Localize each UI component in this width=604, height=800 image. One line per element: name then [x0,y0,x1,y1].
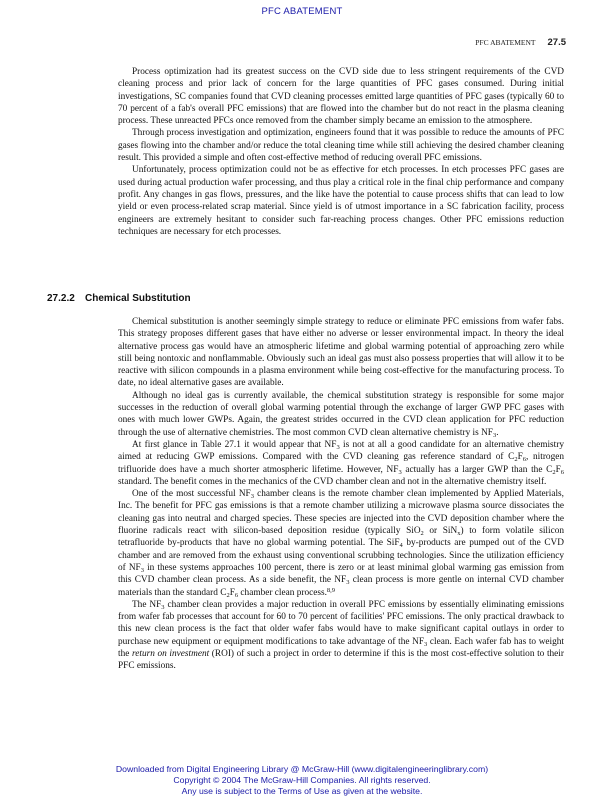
paragraph: Chemical substitution is another seemingly simple strategy to reduce or eliminate PFC emissions from wafer fabs. This strategy proposes different gases that have either no adverse or lesser environmental impact. In theory the ideal alternative process gas would have an atmospheric lifetime and global warming potential of approaching zero while still being nontoxic and nonflammable. Obviously such an ideal gas must also possess properties that will allow it to be reactive with silicon compounds in a plasma environment while being cost-effective for the manufacturing process. To date, no ideal alternative gases are available. [118,317,564,389]
paragraph: One of the most successful $NF_3$ chamber cleans is the remote chamber clean implemented by Applied Materials, Inc. The benefit for PFC gas emissions is that a remote chamber utilizing a microwave plasma source dissociates the cleaning gas into neutral and charged species. These species are injected into the CVD deposition chamber where the fluorine radicals react with silicon-based deposition residue (typically SiO$_2$ or SiN$_x$) to form volatile silicon tetrafluoride by-products that have no global warming potential. The SiF$_4$ by-products are pumped out of the CVD chamber and are removed from the exhaust using conventional scrubbing technologies. Since the utilization efficiency of $NF_3$ in these systems approaches 100 percent, there is zero or at least minimal global warming gas emission from this CVD chamber clean process. As a side benefit, the $NF_3$ clean process is more gentle on internal CVD chamber materials than the standard $C_2F_6$ chamber clean process.$^{8,9}$ [118,489,564,599]
section-heading [47,293,567,304]
top-banner-title: PFC ABATEMENT [261,6,343,17]
paragraph: Although no ideal gas is currently available, the chemical substitution strategy is responsible for some major successes in the reduction of overall global warming potential through the exchange of larger GWP PFC gases with ones with much lower GWPs. Again, the greatest strides occurred in the CVD clean application for PFC reduction through the use of alternative chemistries. The most common CVD clean alternative chemistry is $NF_3$. [118,390,564,439]
footer-copyright: Copyright © 2004 The McGraw-Hill Companies. All rights reserved. [173,775,431,785]
running-head-title: PFC ABATEMENT [475,38,536,47]
page-number: 27.5 [547,37,566,48]
citation-superscript: 8,9 [326,586,336,594]
intro-text-block [118,66,564,238]
paragraph: The $NF_3$ chamber clean provides a major reduction in overall PFC emissions by essentially eliminating emissions from wafer fab processes that account for 60 to 70 percent of facilities' PFC emissions. The only practical drawback to this new clean process is the fact that older wafer fabs would have to make significant capital outlays in order to purchase new equipment or equipment modifications to take advantage of the $NF_3$ clean. Each wafer fab has to weight the return on investment (ROI) of such a project in order to determine if this is the most cost-effective solution to their PFC emissions. [118,599,564,672]
emphasis: return on investment [131,649,210,660]
section-number: 27.2.2 [47,293,75,304]
running-head [475,37,566,48]
footer-notice [0,764,604,797]
footer-download-link[interactable]: Downloaded from Digital Engineering Library @ McGraw-Hill (www.digitalengineeringlibrary.com) [115,764,489,774]
paragraph: At first glance in Table 27.1 it would appear that $NF_3$ is not at all a good candidate for an alternative chemistry aimed at reducing GWP emissions. Compared with the CVD cleaning gas reference standard of $C_2F_6$, nitrogen trifluoride does have a much shorter atmospheric lifetime. However, $NF_3$ actually has a larger GWP than the $C_2F_6$ standard. The benefit comes in the mechanics of the CVD chamber clean and not in the alternative chemistry itself. [118,439,564,487]
paragraph: Through process investigation and optimization, engineers found that it was possible to reduce the amounts of PFC gases flowing into the chamber and/or reduce the total cleaning time while still achieving the desired chamber cleaning result. This provided a simple and often cost-effective method of reducing overall PFC emissions. [118,128,564,164]
chemical-substitution-text-block [118,316,564,673]
footer-terms-link[interactable]: Any use is subject to the Terms of Use as given at the website. [181,786,423,796]
section-title: Chemical Substitution [85,293,191,304]
paragraph: Unfortunately, process optimization could not be as effective for etch processes. In etch processes PFC gases are used during actual production wafer processing, and thus play a critical role in the final chip performance and company profit. Any changes in gas flows, pressures, and the like have the potential to cause process shifts that can lead to low yield or even process-related scrap material. Since yield is of utmost importance in a SC fabrication facility, process engineers are extremely hesitant to consider such far-reaching process changes. Other PFC emissions reduction techniques are necessary for etch processes. [118,165,564,237]
paragraph: Process optimization had its greatest success on the CVD side due to less stringent requirements of the CVD cleaning process and prior lack of concern for the large quantities of PFC gases consumed. During initial investigations, SC companies found that CVD cleaning processes emitted large quantities of PFC gases (typically 60 to 70 percent of a fab's overall PFC emissions) that are flowed into the chamber but do not react in the plasma cleaning process. These unreacted PFCs once removed from the chamber simply became an emission to the atmosphere. [118,67,564,127]
